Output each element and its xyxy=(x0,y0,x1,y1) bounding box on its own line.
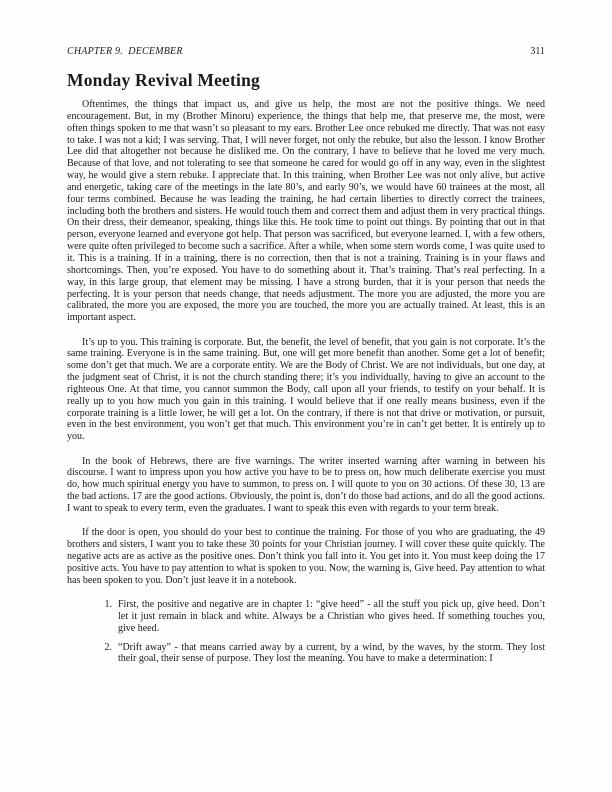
list-item-number: 1. xyxy=(104,599,112,611)
list-item-text: “Drift away” - that means carried away by a current, by a wind, by the waves, by the storm. They lost their goal, their sense of purpose. They lost the meaning. You have to make a determination: I xyxy=(118,641,545,665)
list-item-text: First, the positive and negative are in chapter 1: “give heed” - all the stuff you pick up, give heed. Don’t let it just remain in black and white. Always be a Christian who gives heed. If something touches you, give heed. xyxy=(118,599,545,634)
numbered-list xyxy=(67,599,545,665)
page-number: 311 xyxy=(530,46,545,57)
chapter-header: CHAPTER 9. DECEMBER xyxy=(67,46,183,57)
paragraph-1: Oftentimes, the things that impact us, and give us help, the most are not the positive things. We need encouragement. But, in my (Brother Minoru) experience, the things that help me, that preserve me, the most, were often things spoken to me that wasn’t so pleasant to my ears. Brother Lee once rebuked me directly. That was not easy to take. I was not a kid; I was serving. That, I will never forget, not only the rebuke, but also the lesson. I know Brother Lee did that altogether not because he disliked me. On the contrary, I have to believe that he loved me very much. Because of that love, and not tolerating to see that someone he cared for would go off in any way, even in the slightest way, he would give a stern rebuke. I appreciate that. In this training, when Brother Lee was not only alive, but active and energetic, taking care of the meetings in the late 80’s, and early 90’s, we would have 60 trainees at the most, all four terms combined. Because he was leading the training, he had certain liberties to directly correct the trainees, including both the brothers and sisters. He would touch them and correct them and adjust them in very practical things. On their dress, their demeanor, speaking, things like this. He took time to point out things. By pointing that out in that person, everyone learned and everyone got help. That person was sacrificed, but everyone learned. I, with a few others, were quite often privileged to become such a sacrifice. After a while, when some stern words come, I was quite used to it. This is a training. If in a training, there is no correction, then that is not a training. Training is in your flaws and shortcomings. Then, you’re exposed. You have to do something about it. That’s training. That’s real perfecting. In a way, in this large group, that element may be missing. I have a strong burden, that it is your person that needs the perfecting. It is your person that needs change, that needs adjustment. The more you are adjusted, the more you are calibrated, the more you are exposed, the more you are touched, the more you are actually trained. At least, this is an important aspect. xyxy=(67,99,545,324)
body-text xyxy=(67,99,545,665)
list-item xyxy=(67,642,545,666)
list-item-number: 2. xyxy=(104,641,112,653)
paragraph-2: It’s up to you. This training is corporate. But, the benefit, the level of benefit, that you gain is not corporate. It’s the same training. Everyone is in the same training. But, one will get more benefit than another. Some get a lot of benefit; some don’t get that much. We are a corporate entity. We are the Body of Christ. We are not individuals, but one day, at the judgment seat of Christ, it is not the church standing there; it’s you individually, having to give an account to the righteous One. At that time, you cannot summon the Body, call upon all your friends, to testify on your behalf. It is really up to you how much you gain in this training. I would believe that if one really means business, even if the corporate training is a little lower, he will get a lot. On the contrary, if there is not that drive or motivation, or pursuit, even in the best environment, you won’t get that much. This environment you’re in can’t get better. It is entirely up to you. xyxy=(67,336,545,443)
running-header xyxy=(67,46,545,58)
paragraph-4: If the door is open, you should do your best to continue the training. For those of you who are graduating, the 49 brothers and sisters, I want you to take these 30 points for your Christian journey. I will cover these quite quickly. The negative acts are as active as the positive ones. Don’t think you fall into it. You get into it. You must keep doing the 17 positive acts. You have to pay attention to what is spoken to you. Now, the warning is, Give heed. Pay attention to what has been spoken to you. Don’t just leave it in a notebook. xyxy=(67,527,545,586)
page-title: Monday Revival Meeting xyxy=(67,70,260,90)
list-item xyxy=(67,599,545,635)
paragraph-3: In the book of Hebrews, there are five warnings. The writer inserted warning after warning in between his discourse. I want to impress upon you how active you have to be to press on, how much deliberate exercise you must do, how much spiritual energy you have to summon, to press on. I will quote to you on 30 actions. Of these 30, 13 are the bad actions. 17 are the good actions. Obviously, the point is, don’t do those bad actions, and do all the good actions. I want to speak to every term, even the graduates. I want to speak this even with regards to your term break. xyxy=(67,455,545,514)
